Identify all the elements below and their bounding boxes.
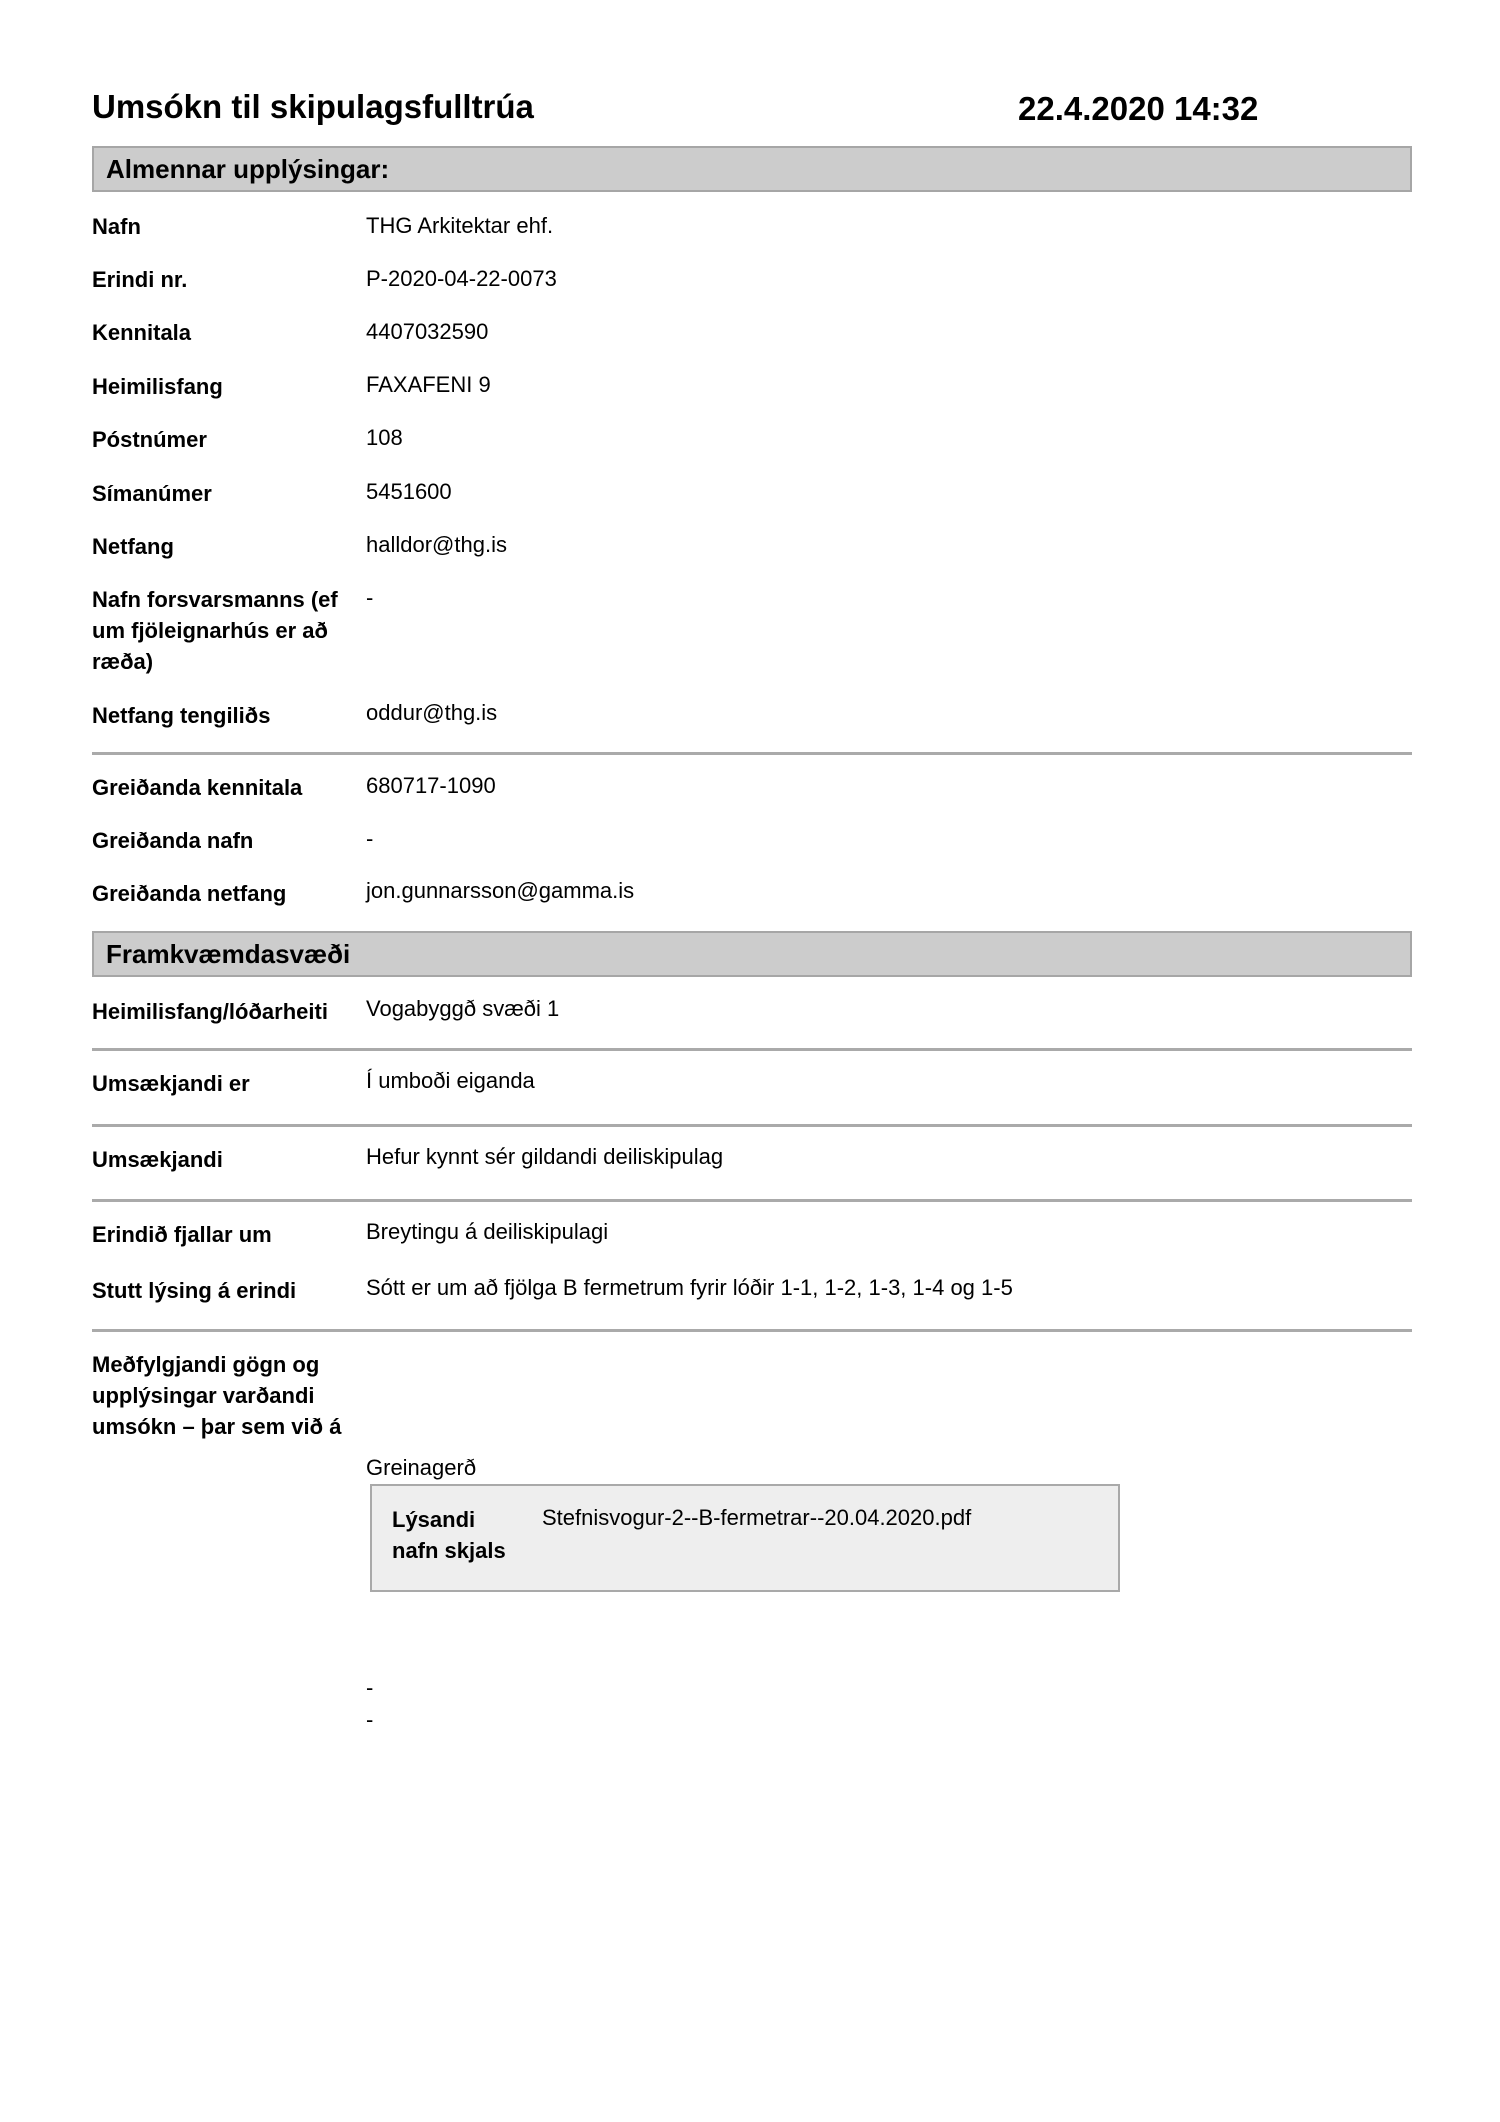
field-label-short-description: Stutt lýsing á erindi	[92, 1278, 297, 1303]
field-value-name: THG Arkitektar ehf.	[366, 213, 554, 238]
field-label-email: Netfang	[92, 534, 174, 559]
field-value-payer-email: jon.gunnarsson@gamma.is	[366, 878, 635, 903]
field-label-site-address: Heimilisfang/lóðarheiti	[92, 999, 328, 1024]
section-heading-project: Framkvæmdasvæði	[92, 931, 1412, 977]
field-value-case-subject: Breytingu á deiliskipulagi	[366, 1219, 609, 1244]
field-label-postal-code: Póstnúmer	[92, 427, 207, 452]
attachment-file-name[interactable]: Stefnisvogur-2--B-fermetrar--20.04.2020.pdf	[542, 1505, 972, 1530]
divider	[92, 1199, 1412, 1202]
divider	[92, 1124, 1412, 1127]
field-label-phone: Símanúmer	[92, 481, 212, 506]
field-value-payer-name: -	[366, 826, 374, 851]
field-value-case-number: P-2020-04-22-0073	[366, 266, 557, 291]
field-value-address: FAXAFENI 9	[366, 372, 491, 397]
field-value-representative: -	[366, 585, 374, 610]
field-label-applicant: Umsækjandi	[92, 1147, 223, 1172]
attachment-file-label: Lýsandi nafn skjals	[392, 1507, 506, 1563]
field-value-applicant-role: Í umboði eiganda	[366, 1068, 535, 1093]
document-title: Umsókn til skipulagsfulltrúa	[92, 88, 534, 125]
field-label-id-number: Kennitala	[92, 320, 192, 345]
field-value-phone: 5451600	[366, 479, 452, 504]
attachment-extra-value: -	[366, 1707, 374, 1732]
attachment-extra-value: -	[366, 1675, 374, 1700]
field-value-contact-email: oddur@thg.is	[366, 700, 498, 725]
field-label-representative: Nafn forsvarsmanns (ef um fjöleignarhús er að ræða)	[92, 587, 338, 674]
divider	[92, 1329, 1412, 1332]
field-value-applicant: Hefur kynnt sér gildandi deiliskipulag	[366, 1144, 724, 1169]
field-value-postal-code: 108	[366, 425, 403, 450]
field-value-id-number: 4407032590	[366, 319, 489, 344]
field-label-address: Heimilisfang	[92, 374, 223, 399]
field-label-payer-name: Greiðanda nafn	[92, 828, 254, 853]
field-label-attachments: Meðfylgjandi gögn og upplýsingar varðandi umsókn – þar sem við á	[92, 1352, 342, 1439]
field-value-payer-id: 680717-1090	[366, 773, 496, 798]
field-label-case-subject: Erindið fjallar um	[92, 1222, 272, 1247]
field-label-contact-email: Netfang tengiliðs	[92, 703, 271, 728]
section-heading-general: Almennar upplýsingar:	[92, 146, 1412, 192]
attachment-card	[370, 1484, 1120, 1592]
document-date: 22.4.2020 14:32	[1018, 90, 1259, 127]
field-label-payer-id: Greiðanda kennitala	[92, 775, 303, 800]
attachment-group-title: Greinagerð	[366, 1455, 477, 1480]
field-label-name: Nafn	[92, 214, 141, 239]
field-label-applicant-role: Umsækjandi er	[92, 1071, 250, 1096]
field-value-short-description: Sótt er um að fjölga B fermetrum fyrir lóðir 1-1, 1-2, 1-3, 1-4 og 1-5	[366, 1275, 1013, 1300]
field-label-payer-email: Greiðanda netfang	[92, 881, 287, 906]
field-value-site-address: Vogabyggð svæði 1	[366, 996, 560, 1021]
field-value-email: halldor@thg.is	[366, 532, 507, 557]
divider	[92, 752, 1412, 755]
field-label-case-number: Erindi nr.	[92, 267, 188, 292]
divider	[92, 1048, 1412, 1051]
